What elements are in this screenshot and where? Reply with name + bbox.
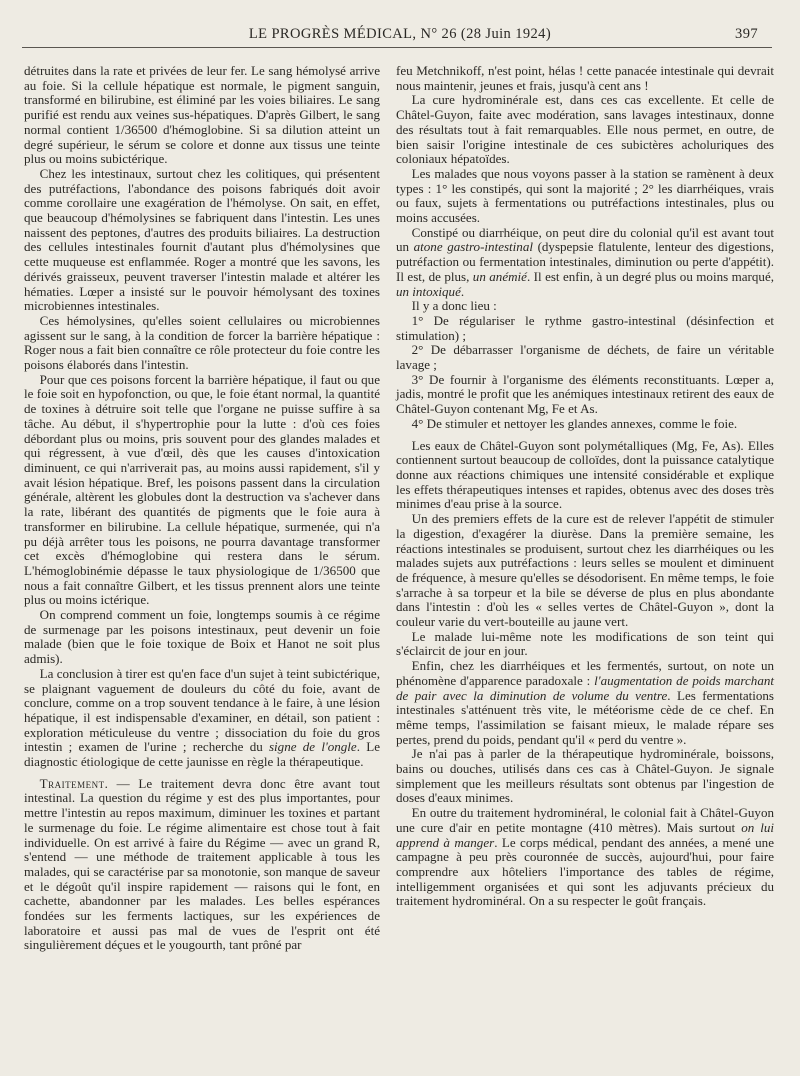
emphasis: atone gastro-intestinal	[413, 239, 533, 255]
paragraph	[24, 667, 380, 770]
emphasis: on lui apprend à manger	[396, 819, 774, 850]
paragraph: Un des premiers effets de la cure est de relever l'appétit de stimuler la digestion, d'exagérer la diurèse. Dans la première semaine, les réactions intestinales se produisent, surtout chez les diarrhéiques ou les malades sujets aux putréfactions : leurs selles se moulent et diminuent de fréquence, à mesure qu'elles se désodorisent. En même temps, le foie s'arrache à sa torpeur et la bile se déverse de plus en plus abondante dans l'intestin : d'où les « selles vertes de Châtel-Guyon », dont la couleur varie du vert-bouteille au jaune vert.	[396, 511, 774, 630]
paragraph: Chez les intestinaux, surtout chez les colitiques, qui présentent des putréfactions, l'abondance des poisons fabriqués doit avoir comme corollaire une exagération de l'hémolyse. On sait, en effet, que beaucoup d'hémolysines se fabriquent dans l'intestin. Les unes naissent des peptones, d'autres des produits biliaires. La destruction des cellules intestinales fournit d'autant plus d'hémolysines que cette muqueuse est enflammée. Roger a montré que les savons, les dérivés graisseux, peuvent traverser l'intestin malade et altérer les hématies. Lœper a insisté sur le pouvoir hémolysant des toxines microbiennes intestinales.	[24, 165, 380, 314]
text-run: Constipé ou diarrhéique, on peut dire du colonial qu'il est avant tout un	[396, 224, 774, 255]
emphasis: un anémié	[472, 268, 527, 284]
right-column	[396, 64, 774, 909]
list-item: 2° De débarrasser l'organisme de déchets, de faire un véritable lavage ;	[396, 342, 774, 373]
emphasis: signe de l'ongle	[268, 739, 357, 755]
journal-title: LE PROGRÈS MÉDICAL, N° 26 (28 Juin 1924)	[248, 26, 552, 42]
text-run: . Il est enfin, à un degré plus ou moins marqué,	[526, 268, 774, 284]
left-column	[24, 64, 380, 953]
list-item: 3° De fournir à l'organisme des éléments reconstituants. Lœper a, jadis, montré le profit que les anémiques intestinaux retirent des eaux de Châtel-Guyon contenant Mg, Fe et As.	[396, 371, 774, 417]
text-run: . Le corps médical, pendant des années, a mené une campagne à peu près couronnée de succès, aujourd'hui, pour faire comprendre aux hôteliers l'importance des tables de régime, intelligemment organisées et qui sont les adjuvants précieux du traitement hydrominéral. On a su respecter le goût français.	[396, 834, 774, 909]
paragraph	[396, 659, 774, 747]
paragraph: Ces hémolysines, qu'elles soient cellulaires ou microbiennes agissent sur le sang, à la condition de forcer la barrière hépatique : Roger nous a fait bien connaître ce rôle protecteur du foie contre les poisons élaborés dans l'intestin.	[24, 312, 380, 373]
paragraph	[396, 806, 774, 909]
text-run: Enfin, chez les diarrhéiques et les fermentés, surtout, on note un phénomène d'apparence paradoxale :	[396, 658, 774, 688]
paragraph	[396, 226, 774, 300]
emphasis: un intoxiqué	[396, 283, 461, 299]
running-header	[0, 26, 800, 46]
list-item: 1° De régulariser le rythme gastro-intestinal (désinfection et stimulation) ;	[396, 312, 774, 343]
paragraph	[24, 777, 380, 953]
text-run: . Le diagnostic étiologique de cette jaunisse en règle la thérapeutique.	[24, 739, 380, 770]
paragraph: La cure hydrominérale est, dans ces cas excellente. Et celle de Châtel-Guyon, faite avec modération, sans lavages intestinaux, donne des résultats tout à fait remarquables. Elle nous permet, en outre, de bien saisir l'origine intestinale de ces subictères acholuriques des coloniaux hépatoïdes.	[396, 92, 774, 167]
paragraph: feu Metchnikoff, n'est point, hélas ! cette panacée intestinale qui devrait nous maintenir, jeunes et frais, jusqu'à cent ans !	[396, 63, 774, 93]
paragraph: Le malade lui-même note les modifications de son teint qui s'éclaircit de jour en jour.	[396, 628, 774, 659]
text-run: En outre du traitement hydrominéral, le colonial fait à Châtel-Guyon une cure d'air en petite montagne (410 mètres). Mais surtout	[396, 805, 774, 835]
text-run: . Les fermentations intestinales s'atténuent très vite, le météorisme cède de ce chef. En même temps, l'assimilation se faisant mieux, le malade répare ses pertes, prend du poids, pendant qu'il « perd du ventre ».	[396, 687, 775, 747]
text-run: . — Le traitement devra donc être avant tout intestinal. La question du régime y est des plus importantes, pour mettre l'intestin au repos maximum, diminuer les toxines et partant le surmenage du foie. Le régime alimentaire est chose tout à fait individuelle. On est arrivé à faire du Régime — avec un grand R, s'entend — une méthode de traitement applicable à tous les malades, qui se caractérise par sa monotonie, son manque de saveur et le dégoût qu'il inspire rapidement — raisons qui le font, en cachette, abandonner par les malades. Les belles espérances fondées sur les ferments lactiques, sur les expériences de laboratoire et aussi pas mal de vues de l'esprit ont été singulièrement déçues et le yougourth, tant prôné par	[24, 775, 380, 953]
text-run: (dyspepsie flatulente, lenteur des digestions, putréfaction ou fermentation intestinales, diminution ou perte d'appétit). Il est, de plus,	[396, 239, 774, 284]
list-item: 4° De stimuler et nettoyer les glandes annexes, comme le foie.	[411, 415, 738, 431]
section-label: Traitement	[39, 775, 105, 791]
paragraph: Les eaux de Châtel-Guyon sont polymétalliques (Mg, Fe, As). Elles contiennent surtout beaucoup de colloïdes, dont la puissance catalytique donne aux réactions chimiques une intensité considérable et explique les effets thérapeutiques intenses et rapides, obtenus avec des doses très minimes d'eau prise à la source.	[396, 437, 774, 512]
paragraph: Pour que ces poisons forcent la barrière hépatique, il faut ou que le foie soit en hypofonction, ou que, le foie étant normal, la quantité de toxines à détruire soit telle que l'organe ne puisse suffire à sa tâche. Au début, il s'hypertrophie pour la lutte : d'où ces foies débordant plus ou moins, pris souvent pour des glandes malades et qui régressent, à vue d'œil, dès que les causes d'intoxication diminuent, ce qui n'arriverait pas, au moins aussi rapidement, s'il y avait lésion hépatique. Bref, les poisons passent dans la circulation générale, altèrent les globules dont la destruction va s'achever dans la rate, libérant des quantités de pigments que le foie aura à transformer en bilirubine. La cellule hépatique, surmenée, qui n'a pu déjà arrêter tous les poisons, ne pourra davantage transformer cet excès d'hémoglobine qui restera dans le sérum. L'hémoglobinémie dépasse le taux physiologique de 1/36500 que nous a fait connaître Gilbert, et les tissus prennent alors une teinte plus ou moins ictérique.	[24, 371, 380, 608]
text-run: La conclusion à tirer est qu'en face d'un sujet à teint subictérique, se plaignant vaguement de douleurs du côté du foie, avant de conclure, comme on a trop souvent tendance à le faire, à une lésion hépatique, il est indispensable d'examiner, en détail, son patient : exploration méticuleuse du ventre ; dissociation du foie du gros intestin ; examen de l'urine ; recherche du	[24, 665, 380, 755]
paragraph: Les malades que nous voyons passer à la station se ramènent à deux types : 1° les constipés, qui sont la majorité ; 2° les diarrhéiques, vrais ou faux, sujets à fermentations ou putréfactions intestinales, plus ou moins accusées.	[396, 165, 774, 226]
paragraph: Il y a donc lieu :	[411, 298, 497, 314]
paragraph: Je n'ai pas à parler de la thérapeutique hydrominérale, boissons, bains ou douches, utilisés dans ces cas à Châtel-Guyon. Je signale simplement que les meilleurs résultats sont obtenus par l'ingestion de doses d'eaux minimes.	[396, 746, 774, 806]
header-rule	[22, 47, 772, 48]
text-run: .	[460, 283, 465, 299]
paragraph: On comprend comment un foie, longtemps soumis à ce régime de surmenage par les poisons intestinaux, peut devenir un foie malade (bien que le foie toxique de Boix et Hanot ne soit plus admis).	[24, 607, 380, 667]
emphasis: l'augmentation de poids marchant de pair avec la diminution de volume du ventre	[396, 672, 774, 703]
paragraph: détruites dans la rate et privées de leur fer. Le sang hémolysé arrive au foie. Si la cellule hépatique est normale, le pigment sanguin, transformé en bilirubine, est éliminé par les voies biliaires. Le sang purifié est rendu aux veines sus-hépatiques. D'après Gilbert, le sang normal contient 1/36500 d'hémoglobine. Si sa dilution atteint un degré supérieur, le sérum se colore et donne aux tissus une teinte plus ou moins subictérique.	[24, 63, 380, 167]
page-number: 397	[735, 26, 758, 42]
